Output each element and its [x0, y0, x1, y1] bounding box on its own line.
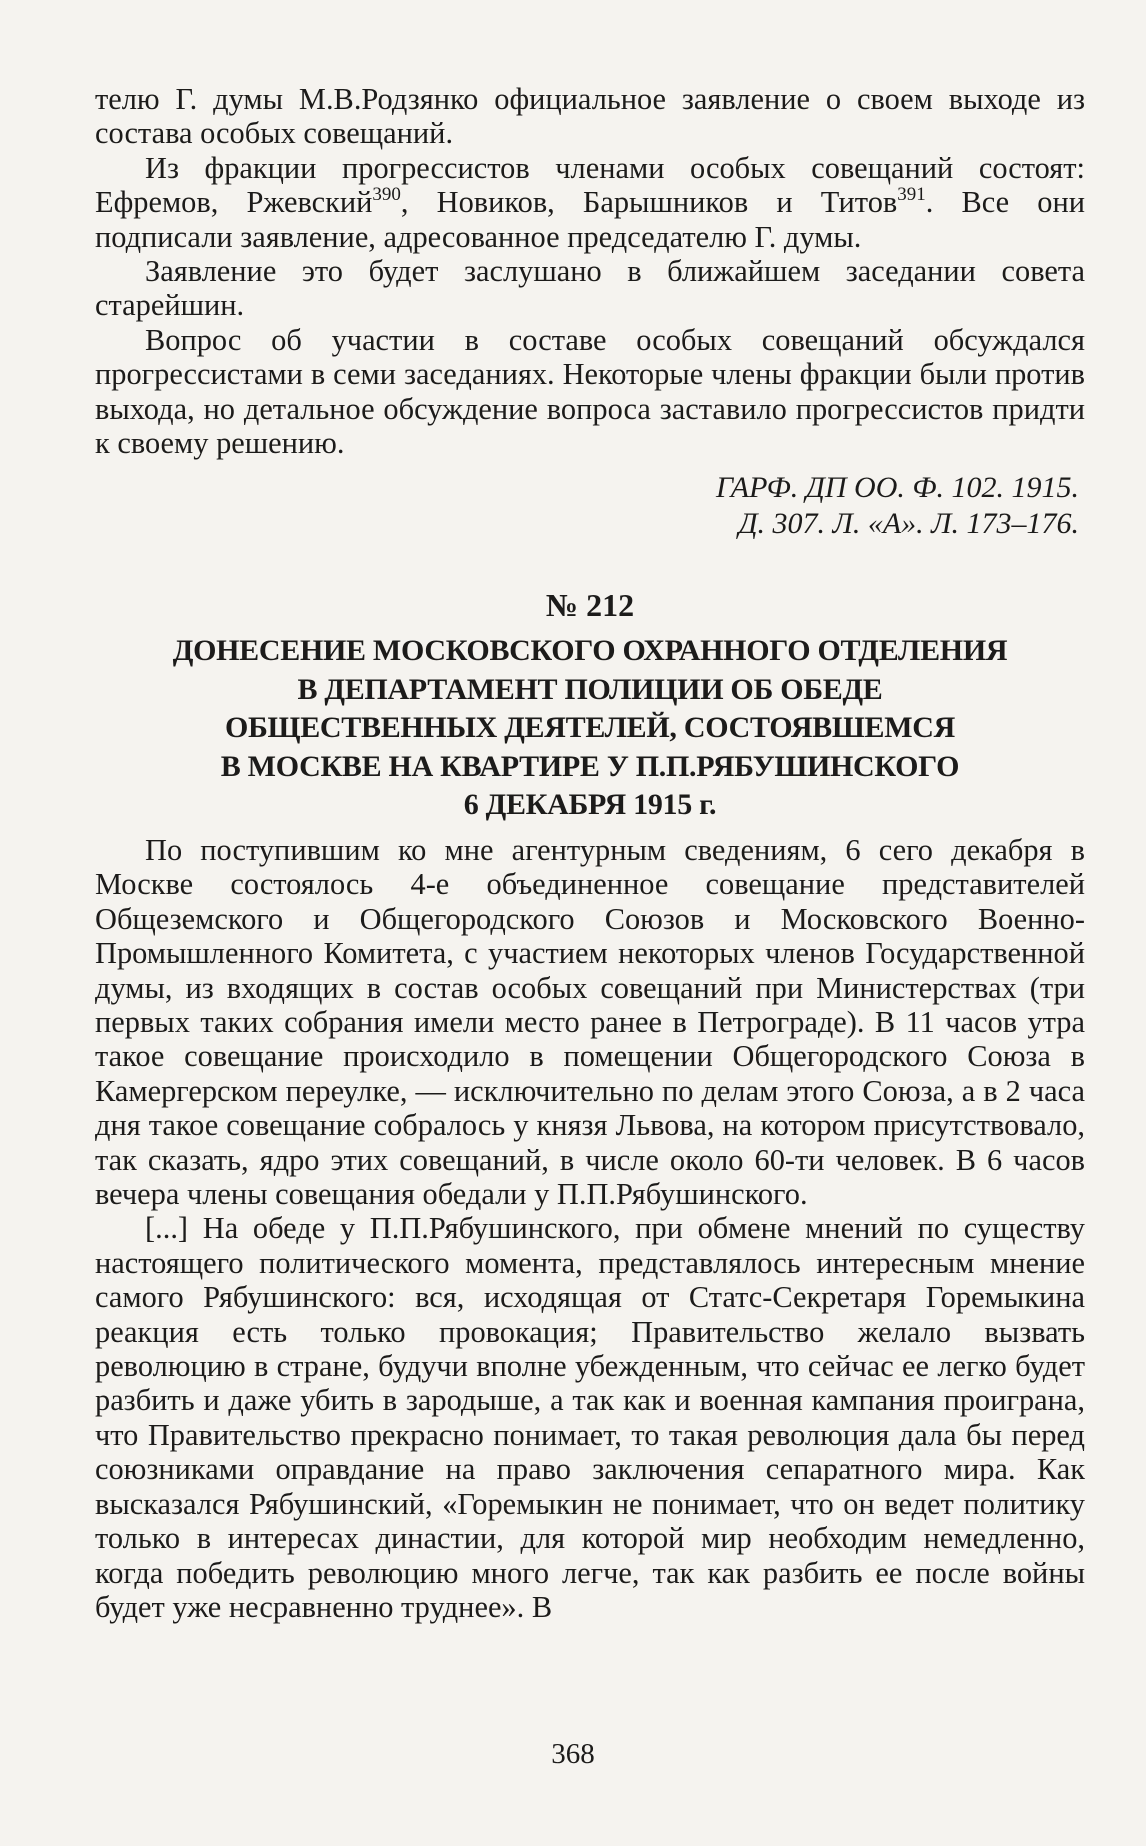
paragraph-text: . Все они подписали заявление, адресованное председателю Г. думы. — [95, 185, 1085, 254]
paragraph-question: Вопрос об участии в составе особых совещаний обсуждался прогрессистами в семи заседаниях. Некоторые члены фракции были против выхода, но детальное обсуждение вопроса заставило прогрессистов придти к своему решению. — [95, 322, 1085, 461]
document-title-line: ОБЩЕСТВЕННЫХ ДЕЯТЕЛЕЙ, СОСТОЯВШЕМСЯ — [224, 711, 955, 745]
document-body — [95, 833, 1085, 1624]
page-content — [95, 82, 1085, 1624]
page-number: 368 — [551, 1738, 595, 1770]
body-paragraph: [...] На обеде у П.П.Рябушинского, при обмене мнений по существу настоящего политического момента, представлялось интересным мнение самого Рябушинского: вся, исходящая от Статс-Секретаря Горемыкина реакция есть только провокация; Правительство желало вызвать революцию в стране, будучи вполне убежденным, что сейчас ее легко будет разбить и даже убить в зародыше, а так как и военная кампания проиграна, что Правительство прекрасно понимает, то такая революция дала бы перед союзниками оправдание на право заключения сепаратного мира. Как высказался Рябушинский, «Горемыкин не понимает, что он ведет политику только в интересах династии, для которой мир необходим немедленно, когда победить революцию много легче, так как разбить ее после войны будет уже несравненно труднее». В — [95, 1211, 1085, 1624]
footnote-ref: 390 — [372, 184, 401, 206]
archive-source-line: ГАРФ. ДП ОО. Ф. 102. 1915. — [716, 471, 1079, 505]
archive-source — [95, 470, 1085, 542]
paragraph-text: Из фракции прогрессистов членами особых совещаний состоят: Ефремов, Ржевский — [95, 150, 1085, 220]
document-title-line: ДОНЕСЕНИЕ МОСКОВСКОГО ОХРАННОГО ОТДЕЛЕНИЯ — [172, 634, 1008, 668]
paragraph-text: , Новиков, Барышников и Титов — [400, 185, 898, 220]
paragraph-continuation: телю Г. думы М.В.Родзянко официальное заявление о своем выходе из состава особых совещаний. — [95, 82, 1085, 151]
paragraph-statement: Заявление это будет заслушано в ближайшем заседании совета старейшин. — [95, 254, 1085, 323]
body-paragraph: По поступившим ко мне агентурным сведениям, 6 сего декабря в Москве состоялось 4-е объединенное совещание представителей Общеземского и Общегородского Союзов и Московского Военно-Промышленного Комитета, с участием некоторых членов Государственной думы, из входящих в состав особых совещаний при Министерствах (три первых таких собрания имели место ранее в Петрограде). В 11 часов утра такое совещание происходило в помещении Общегородского Союза в Камергерском переулке, — исключительно по делам этого Союза, а в 2 часа дня такое совещание собралось у князя Львова, на котором присутствовало, так сказать, ядро этих совещаний, в числе около 60-ти человек. В 6 часов вечера члены совещания обедали у П.П.Рябушинского. — [95, 832, 1085, 1212]
document-number: № 212 — [545, 587, 635, 624]
footnote-ref: 391 — [897, 184, 926, 206]
paragraph-progressists-members — [95, 151, 1085, 254]
archive-source-line: Д. 307. Л. «А». Л. 173–176. — [738, 507, 1079, 541]
document-title-line: 6 ДЕКАБРЯ 1915 г. — [463, 788, 717, 822]
document-title-line: В МОСКВЕ НА КВАРТИРЕ У П.П.РЯБУШИНСКОГО — [220, 749, 960, 783]
document-title — [95, 632, 1085, 825]
document-title-line: В ДЕПАРТАМЕНТ ПОЛИЦИИ ОБ ОБЕДЕ — [297, 672, 883, 706]
